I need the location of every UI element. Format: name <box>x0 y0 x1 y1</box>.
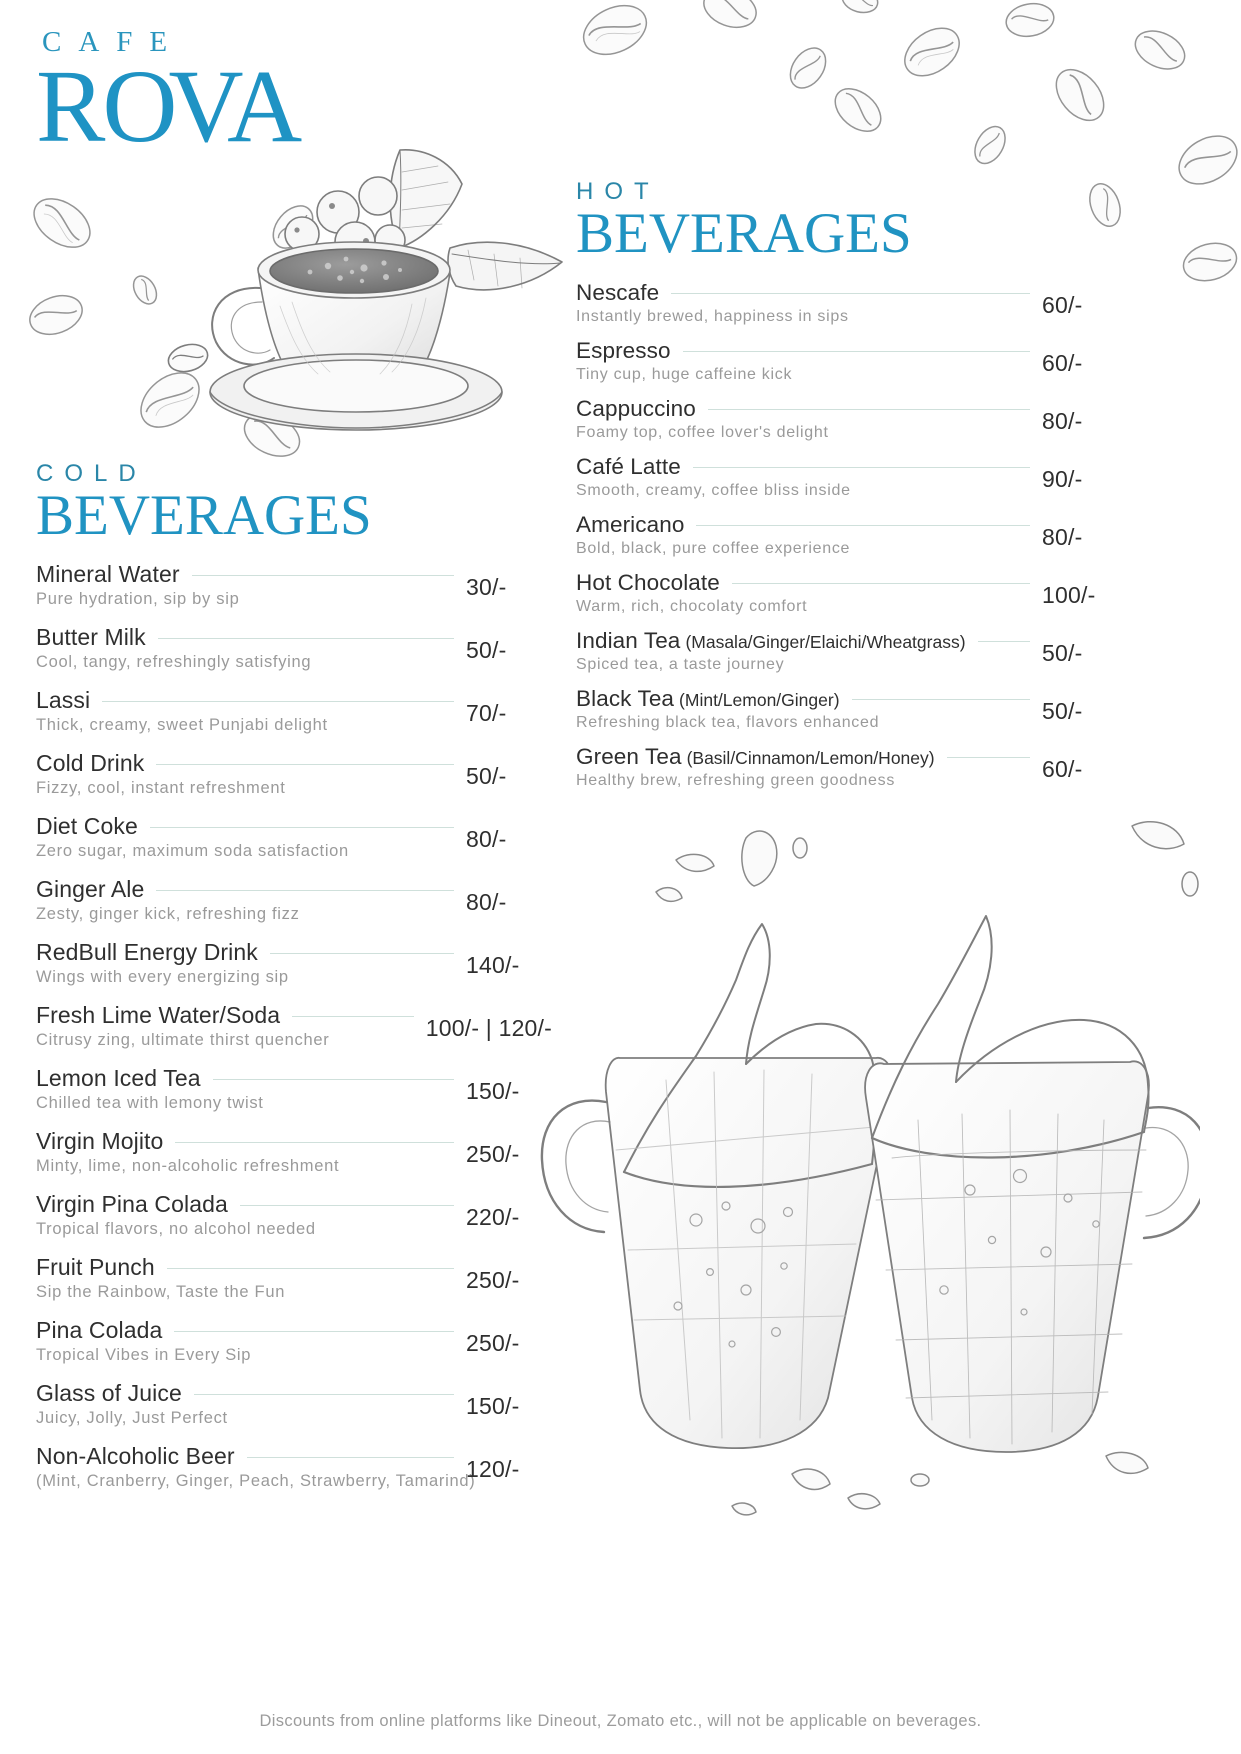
menu-item-price: 60/- <box>1042 350 1083 377</box>
menu-item-price: 140/- <box>466 952 520 979</box>
section-cold-beverages <box>36 462 552 1506</box>
cold-items-list <box>36 561 552 1491</box>
menu-item-name: Glass of Juice <box>36 1380 182 1407</box>
menu-item-name: Hot Chocolate <box>576 570 720 596</box>
menu-item-description: Minty, lime, non-alcoholic refreshment <box>36 1157 340 1176</box>
menu-item-price: 80/- <box>1042 408 1083 435</box>
menu-item-name: Americano <box>576 512 685 538</box>
menu-item-description: Chilled tea with lemony twist <box>36 1094 264 1113</box>
leader-line <box>192 575 454 576</box>
menu-item-price: 60/- <box>1042 756 1083 783</box>
menu-item-description: (Mint, Cranberry, Ginger, Peach, Strawberry, Tamarind) <box>36 1472 476 1491</box>
menu-item <box>36 1380 552 1428</box>
menu-item-description: Instantly brewed, happiness in sips <box>576 308 849 326</box>
leader-line <box>693 467 1030 468</box>
menu-item-description: Bold, black, pure coffee experience <box>576 540 851 558</box>
hot-items-list <box>576 279 1116 790</box>
menu-item-name: Virgin Pina Colada <box>36 1191 228 1218</box>
hot-section-title: BEVERAGES <box>576 202 912 265</box>
menu-item-name: Butter Milk <box>36 624 146 651</box>
leader-line <box>175 1142 454 1143</box>
menu-item-name: Pina Colada <box>36 1317 163 1344</box>
menu-item-name: Indian Tea <box>576 628 681 654</box>
menu-item <box>36 1128 552 1176</box>
leader-line <box>150 827 454 828</box>
menu-item <box>36 624 552 672</box>
footer-disclaimer: Discounts from online platforms like Dineout, Zomato etc., will not be applicable on beverages. <box>259 1712 982 1730</box>
leader-line <box>174 1331 454 1332</box>
menu-item-name: Fresh Lime Water/Soda <box>36 1002 281 1029</box>
menu-item-description: Tropical Vibes in Every Sip <box>36 1346 252 1365</box>
menu-item-price: 100/- <box>1042 582 1096 609</box>
leader-line <box>852 699 1030 700</box>
menu-item-description: Tropical flavors, no alcohol needed <box>36 1220 316 1239</box>
menu-item-name: Non-Alcoholic Beer <box>36 1443 235 1470</box>
menu-item-description: Zesty, ginger kick, refreshing fizz <box>36 905 300 924</box>
menu-item <box>36 1317 552 1365</box>
menu-item-description: Thick, creamy, sweet Punjabi delight <box>36 716 328 735</box>
menu-item <box>36 1443 552 1491</box>
leader-line <box>240 1205 454 1206</box>
menu-item-price: 50/- <box>1042 640 1083 667</box>
menu-item <box>576 627 1116 674</box>
menu-item-name: Fruit Punch <box>36 1254 155 1281</box>
leader-line <box>247 1457 454 1458</box>
menu-item-price: 220/- <box>466 1204 520 1231</box>
menu-item-name: Lemon Iced Tea <box>36 1065 201 1092</box>
menu-item-name: Mineral Water <box>36 561 180 588</box>
menu-item-name: Espresso <box>576 338 671 364</box>
menu-item <box>576 743 1116 790</box>
leader-line <box>194 1394 454 1395</box>
brand-logo <box>36 26 456 164</box>
menu-item-price: 70/- <box>466 700 507 727</box>
coffee-beans-scatter-left <box>10 185 340 485</box>
menu-item <box>576 337 1116 384</box>
leader-line <box>292 1016 414 1017</box>
menu-item-variants: (Masala/Ginger/Elaichi/Wheatgrass) <box>685 632 966 653</box>
cold-section-eyebrow: COLD <box>36 460 147 487</box>
menu-item-price: 50/- <box>1042 698 1083 725</box>
menu-item-price: 250/- <box>466 1141 520 1168</box>
leader-line <box>102 701 454 702</box>
menu-item-description: Pure hydration, sip by sip <box>36 590 240 609</box>
menu-item-name: Black Tea <box>576 686 675 712</box>
menu-item-price: 30/- <box>466 574 507 601</box>
coffee-cup-illustration <box>150 120 580 440</box>
menu-item-name: Nescafe <box>576 280 660 306</box>
leader-line <box>732 583 1030 584</box>
menu-item <box>36 1065 552 1113</box>
menu-item-price: 50/- <box>466 637 507 664</box>
menu-item-description: Foamy top, coffee lover's delight <box>576 424 829 442</box>
menu-item-price: 60/- <box>1042 292 1083 319</box>
menu-item-price: 50/- <box>466 763 507 790</box>
menu-item-name: Cold Drink <box>36 750 145 777</box>
menu-item-variants: (Basil/Cinnamon/Lemon/Honey) <box>686 748 935 769</box>
leader-line <box>158 638 454 639</box>
menu-item-description: Smooth, creamy, coffee bliss inside <box>576 482 851 500</box>
leader-line <box>671 293 1030 294</box>
menu-item-variants: (Mint/Lemon/Ginger) <box>679 690 840 711</box>
menu-item-name: Diet Coke <box>36 813 138 840</box>
menu-item-price: 150/- <box>466 1078 520 1105</box>
leader-line <box>696 525 1030 526</box>
menu-item <box>36 687 552 735</box>
section-hot-beverages <box>576 180 1116 801</box>
menu-item-description: Zero sugar, maximum soda satisfaction <box>36 842 349 861</box>
leader-line <box>156 890 454 891</box>
menu-item-price: 80/- <box>466 889 507 916</box>
menu-item-price: 250/- <box>466 1330 520 1357</box>
leader-line <box>270 953 454 954</box>
menu-item-price: 120/- <box>466 1456 520 1483</box>
menu-item <box>36 939 552 987</box>
menu-item-description: Fizzy, cool, instant refreshment <box>36 779 286 798</box>
brand-logo-rova-ro: RO <box>36 49 175 164</box>
menu-item <box>36 876 552 924</box>
menu-item-name: Ginger Ale <box>36 876 145 903</box>
cold-section-title: BEVERAGES <box>36 484 372 547</box>
menu-item <box>36 1254 552 1302</box>
menu-item-name: Cappuccino <box>576 396 696 422</box>
menu-item <box>576 569 1116 616</box>
menu-item-description: Citrusy zing, ultimate thirst quencher <box>36 1031 330 1050</box>
menu-item <box>576 453 1116 500</box>
menu-item-price: 80/- <box>466 826 507 853</box>
menu-item-price: 100/- | 120/- <box>425 1015 552 1042</box>
menu-item-name: RedBull Energy Drink <box>36 939 258 966</box>
menu-item-description: Refreshing black tea, flavors enhanced <box>576 714 880 732</box>
brand-logo-cafe: CAFE <box>42 26 185 58</box>
menu-item-price: 150/- <box>466 1393 520 1420</box>
menu-item-description: Spiced tea, a taste journey <box>576 656 785 674</box>
leader-line <box>167 1268 454 1269</box>
menu-item <box>576 395 1116 442</box>
menu-item-price: 80/- <box>1042 524 1083 551</box>
menu-item-description: Juicy, Jolly, Just Perfect <box>36 1409 228 1428</box>
menu-item <box>576 279 1116 326</box>
brand-logo-rova-va: VA <box>168 49 300 164</box>
menu-item <box>36 750 552 798</box>
leader-line <box>947 757 1030 758</box>
menu-item-description: Healthy brew, refreshing green goodness <box>576 772 896 790</box>
menu-item-name: Virgin Mojito <box>36 1128 164 1155</box>
menu-item-description: Warm, rich, chocolaty comfort <box>576 598 808 616</box>
menu-item-description: Wings with every energizing sip <box>36 968 289 987</box>
menu-item <box>36 561 552 609</box>
menu-item <box>36 813 552 861</box>
leader-line <box>156 764 454 765</box>
menu-item-price: 90/- <box>1042 466 1083 493</box>
hot-section-eyebrow: HOT <box>576 178 660 205</box>
menu-item-name: Green Tea <box>576 744 682 770</box>
leader-line <box>708 409 1030 410</box>
menu-item-description: Tiny cup, huge caffeine kick <box>576 366 793 384</box>
menu-item <box>36 1002 552 1050</box>
menu-item-description: Sip the Rainbow, Taste the Fun <box>36 1283 286 1302</box>
menu-item-name: Lassi <box>36 687 91 714</box>
brand-logo-rova <box>36 49 456 164</box>
menu-item-description: Cool, tangy, refreshingly satisfying <box>36 653 312 672</box>
menu-item <box>36 1191 552 1239</box>
leader-line <box>213 1079 454 1080</box>
menu-item-price: 250/- <box>466 1267 520 1294</box>
leader-line <box>683 351 1030 352</box>
leader-line <box>978 641 1030 642</box>
menu-item-name: Café Latte <box>576 454 681 480</box>
beer-mugs-illustration <box>500 820 1200 1520</box>
menu-item <box>576 511 1116 558</box>
menu-item <box>576 685 1116 732</box>
